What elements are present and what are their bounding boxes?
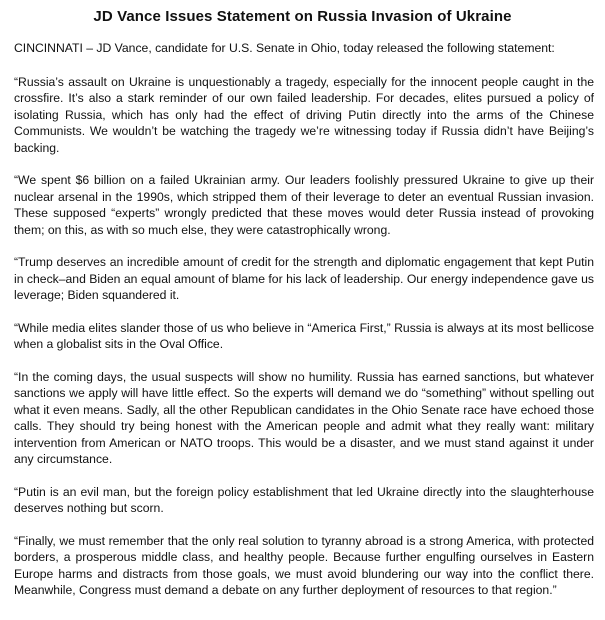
paragraph-sanctions: “In the coming days, the usual suspects will show no humility. Russia has earned sanctions, but whatever sanctions we apply will have little effect. So the experts will demand we do “something” without spelling out what it even means. Sadly, all the other Republican candidates in the Ohio Senate race have echoed those calls. They should try being honest with the American people and admit what they really want: military intervention from American or NATO troops. This would be a disaster, and we must stand against it under any circumstance.: [14, 369, 594, 466]
paragraph-putin-evil: “Putin is an evil man, but the foreign policy establishment that led Ukraine directly into the slaughterhouse deserves nothing but scorn.: [14, 484, 594, 515]
paragraph-trump-credit: “Trump deserves an incredible amount of credit for the strength and diplomatic engagement that kept Putin in check–and Biden an equal amount of blame for his lack of leadership. Our energy independence gave us leverage; Biden squandered it.: [14, 255, 594, 302]
paragraph-ukrainian-army: “We spent $6 billion on a failed Ukrainian army. Our leaders foolishly pressured Ukraine to give up their nuclear arsenal in the 1990s, which stripped them of their leverage to deter an eventual Russian invasion. These supposed “experts” wrongly predicted that these moves would deter Russia instead of provoking them; on this, as with so much else, they were catastrophically wrong.: [14, 173, 594, 237]
statement-body: [14, 40, 594, 615]
dateline-paragraph: CINCINNATI – JD Vance, candidate for U.S. Senate in Ohio, today released the following statement:: [14, 41, 555, 55]
paragraph-russia-assault: “Russia’s assault on Ukraine is unquestionably a tragedy, especially for the innocent people caught in the crossfire. It’s also a stark reminder of our own failed leadership. For decades, elites pursued a policy of isolating Russia, which has only had the effect of driving Putin directly into the arms of the Chinese Communists. We wouldn’t be watching the tragedy we’re witnessing today if Russia didn’t have Beijing’s backing.: [14, 74, 594, 155]
paragraph-finally: “Finally, we must remember that the only real solution to tyranny abroad is a strong America, with protected borders, a prosperous middle class, and healthy people. Because further engulfing ourselves in Eastern Europe harms and distracts from those goals, we must avoid blundering our way into the conflict there. Meanwhile, Congress must demand a debate on any further deployment of resources to that region.”: [14, 533, 594, 597]
page-title: JD Vance Issues Statement on Russia Invasion of Ukraine: [93, 8, 512, 25]
paragraph-america-first: “While media elites slander those of us who believe in “America First,” Russia is always at its most bellicose when a globalist sits in the Oval Office.: [14, 320, 594, 351]
